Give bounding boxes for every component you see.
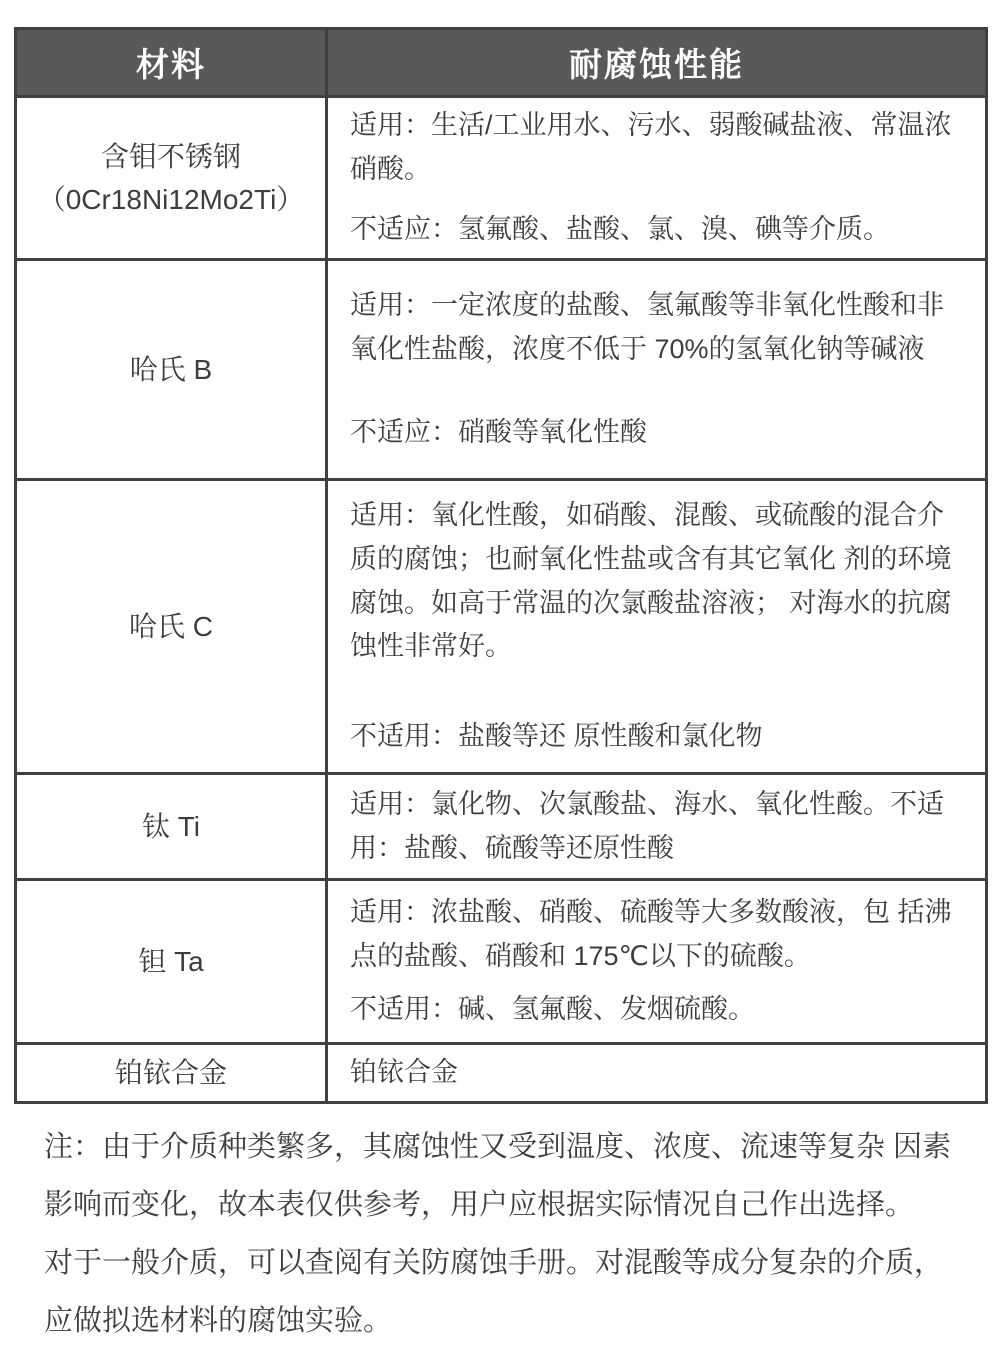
table-row	[16, 1044, 987, 1103]
performance-paragraph: 铂铱合金	[350, 1057, 458, 1087]
material-cell: 哈氏 B	[16, 260, 327, 480]
performance-cell	[327, 480, 987, 774]
footnote-paragraph: 注：由于介质种类繁多，其腐蚀性又受到温度、浓度、流速等复杂 因素影响而变化，故本表仅供参考，用户应根据实际情况自己作出选择。	[44, 1130, 952, 1221]
performance-cell	[327, 260, 987, 480]
table-row	[16, 774, 987, 880]
table-body	[16, 97, 987, 1103]
table-header	[16, 29, 987, 97]
material-cell: 哈氏 C	[16, 480, 327, 774]
table-row	[16, 880, 987, 1044]
table-row	[16, 480, 987, 774]
performance-paragraph: 适用：氧化性酸，如硝酸、混酸、或硫酸的混合介质的腐蚀；也耐氧化性盐或含有其它氧化 剂的环境腐蚀。如高于常温的次氯酸盐溶液； 对海水的抗腐蚀性非常好。	[350, 500, 952, 662]
performance-cell	[327, 97, 987, 260]
column-header-performance: 耐腐蚀性能	[327, 29, 987, 97]
material-cell: 含钼不锈钢 （0Cr18Ni12Mo2Ti）	[16, 97, 327, 260]
performance-paragraph: 不适用：碱、氢氟酸、发烟硫酸。	[350, 994, 755, 1025]
footnote	[44, 1118, 970, 1350]
performance-paragraph: 不适应：氢氟酸、盐酸、氯、溴、碘等介质。	[350, 213, 890, 244]
corrosion-table	[14, 27, 988, 1104]
column-header-material: 材料	[16, 29, 327, 97]
performance-paragraph: 不适用：盐酸等还 原性酸和氯化物	[350, 721, 763, 752]
material-cell: 钛 Ti	[16, 774, 327, 880]
performance-cell	[327, 1044, 987, 1103]
performance-paragraph: 适用：浓盐酸、硝酸、硫酸等大多数酸液，包 括沸点的盐酸、硝酸和 175℃以下的硫酸。	[350, 896, 952, 971]
performance-paragraph: 适用：生活/工业用水、污水、弱酸碱盐液、常温浓硝酸。	[350, 110, 952, 185]
performance-paragraph: 不适应：硝酸等氧化性酸	[350, 417, 647, 448]
material-cell: 钽 Ta	[16, 880, 327, 1044]
table-row	[16, 260, 987, 480]
material-cell: 铂铱合金	[16, 1044, 327, 1103]
footnote-paragraph: 对于一般介质，可以查阅有关防腐蚀手册。对混酸等成分复杂的介质， 应做拟选材料的腐蚀实验。	[44, 1246, 944, 1337]
performance-paragraph: 适用：一定浓度的盐酸、氢氟酸等非氧化性酸和非氧化性盐酸，浓度不低于 70%的氢氧化钠等碱液	[350, 289, 944, 364]
table-row	[16, 97, 987, 260]
performance-cell	[327, 880, 987, 1044]
header-row	[16, 29, 987, 97]
performance-paragraph: 适用：氯化物、次氯酸盐、海水、氧化性酸。不适用：盐酸、硫酸等还原性酸	[350, 788, 944, 863]
performance-cell	[327, 774, 987, 880]
